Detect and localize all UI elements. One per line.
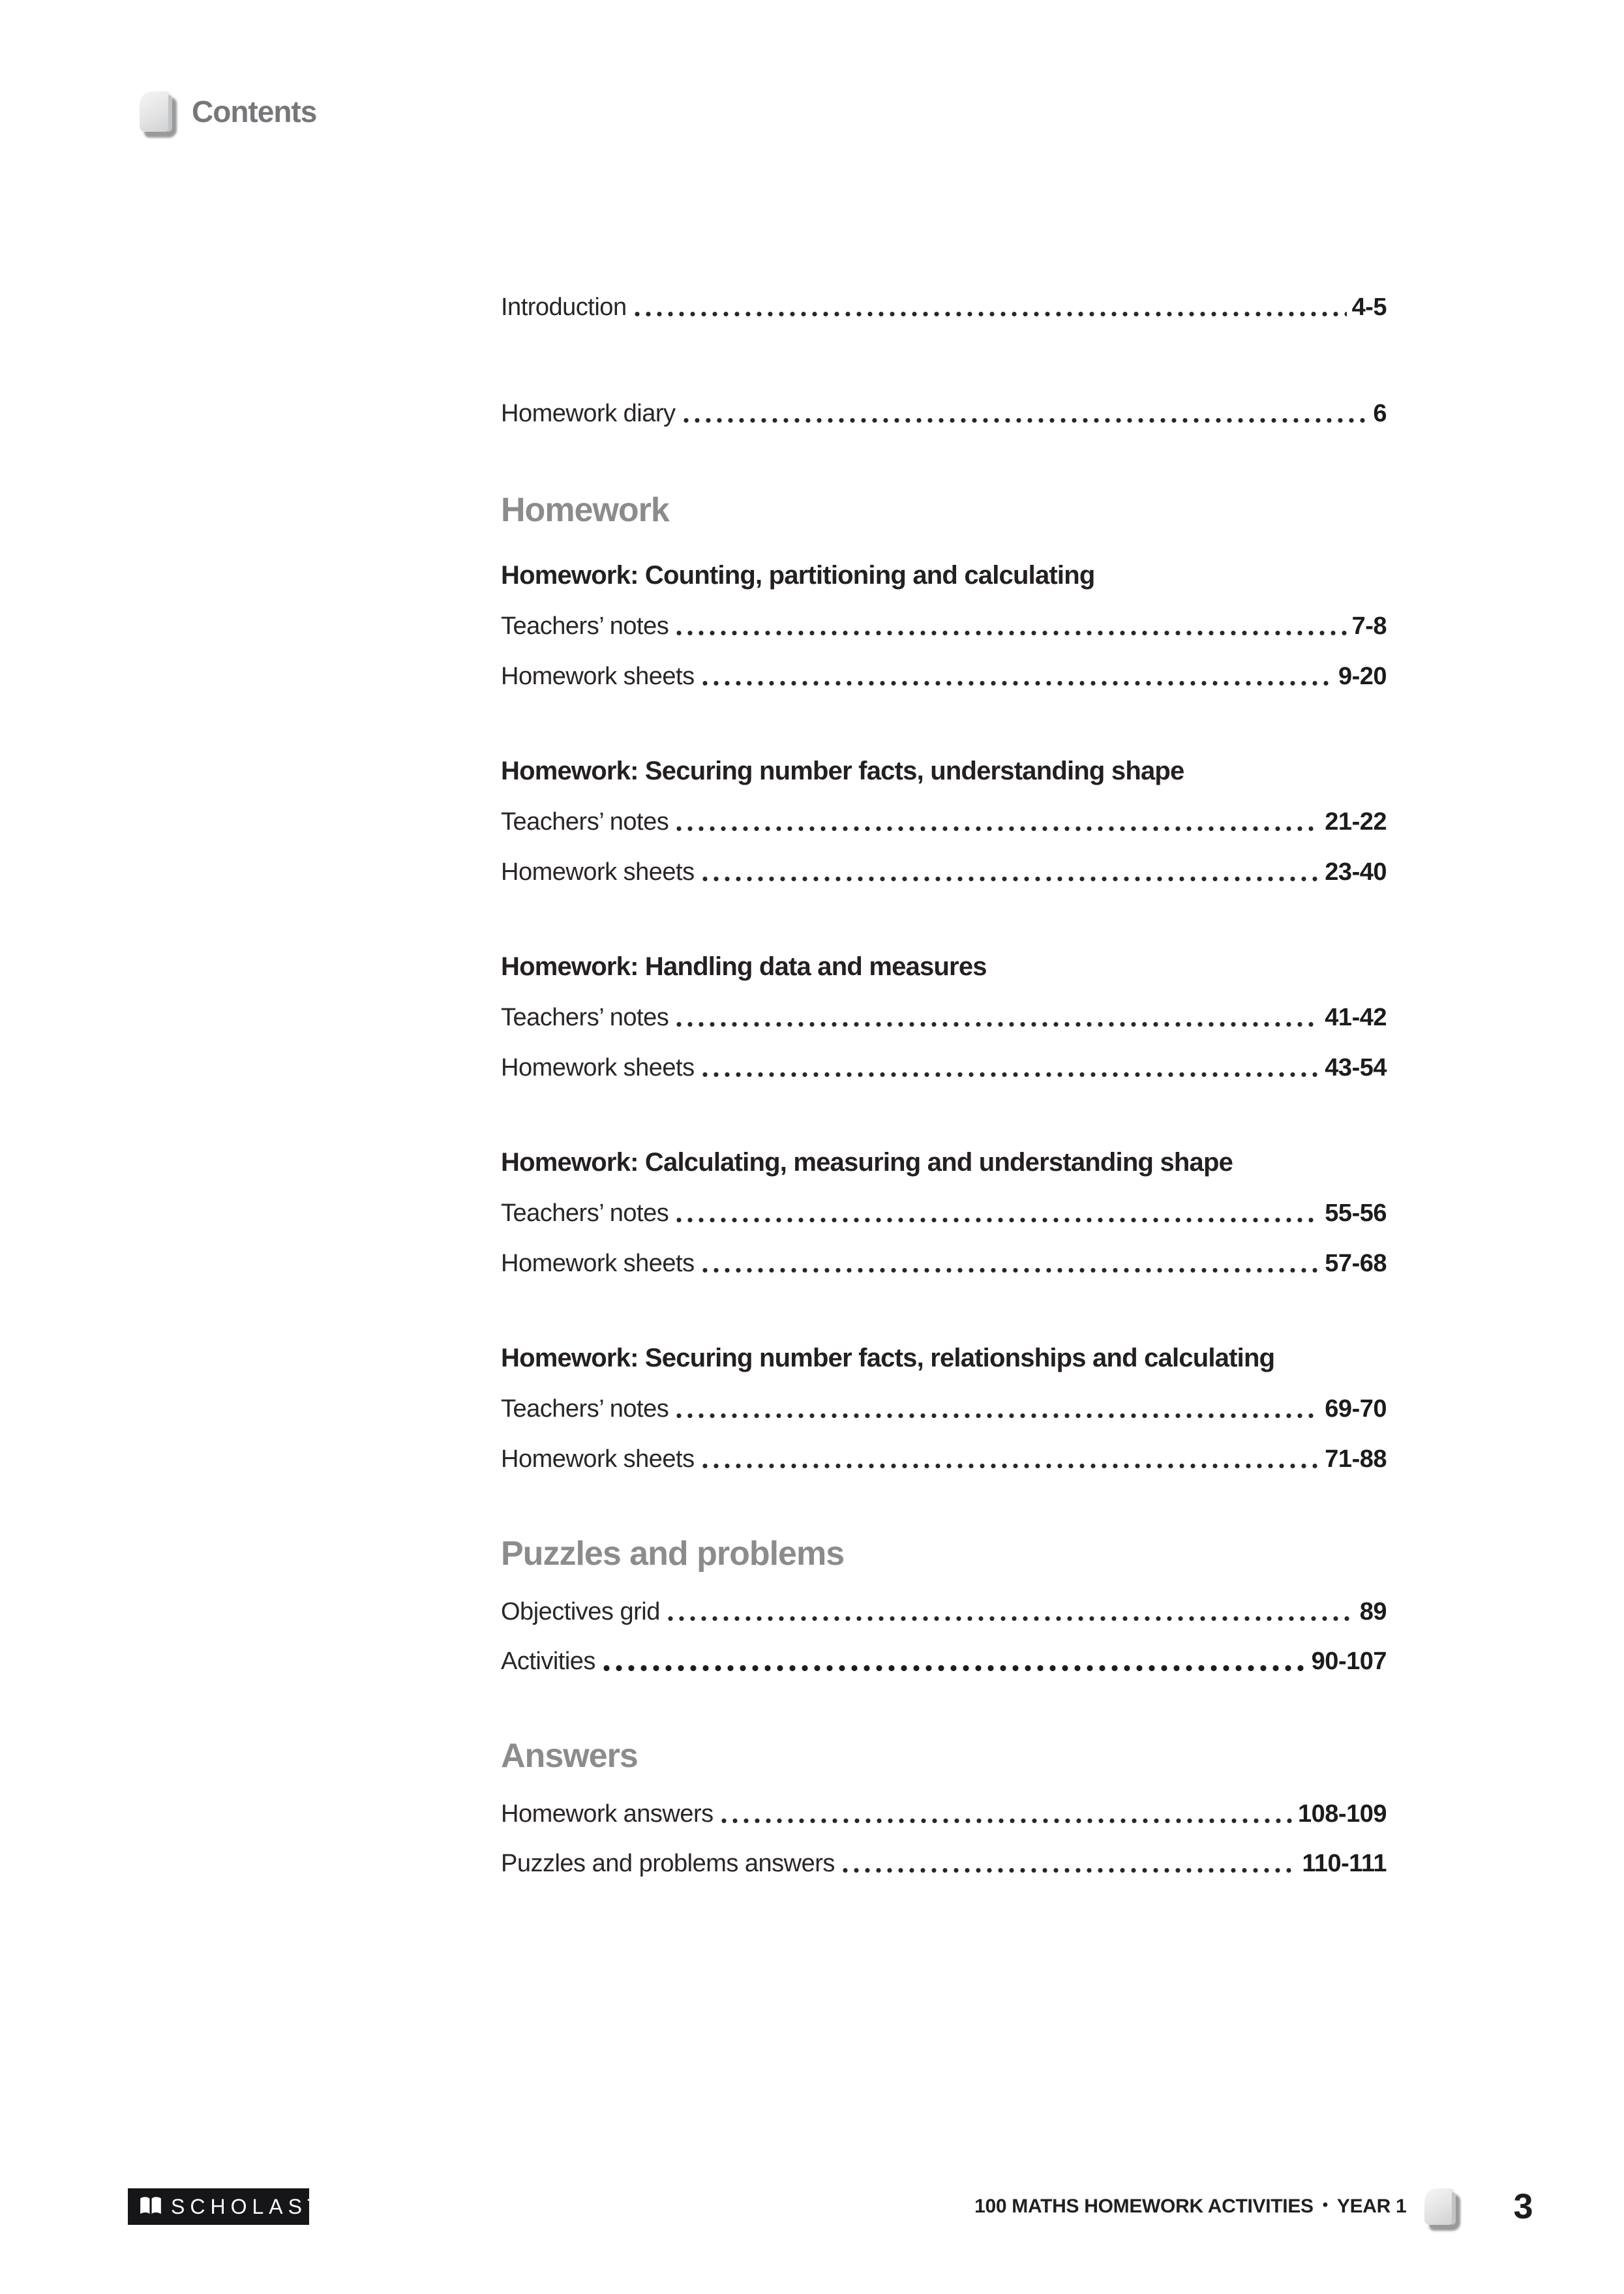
toc-entry-pages: 41-42 [1325,1004,1387,1031]
dot-leader [721,1818,1293,1824]
section-heading-homework: Homework [501,491,669,529]
dot-leader [684,417,1368,423]
footer-right [974,2186,1533,2227]
toc-entry-pages: 7-8 [1351,612,1387,640]
group-title: Homework: Calculating, measuring and understanding shape [501,1148,1233,1177]
section-heading-puzzles: Puzzles and problems [501,1535,845,1573]
section-heading-answers: Answers [501,1737,638,1775]
toc-entry-label: Introduction [501,294,627,321]
footer-book-title [974,2196,1406,2218]
table-of-contents [501,290,1387,1880]
toc-entry-label: Teachers’ notes [501,612,669,640]
toc-entry-label: Teachers’ notes [501,1200,669,1227]
toc-entry [501,1595,1387,1629]
toc-entry-pages: 69-70 [1325,1395,1387,1423]
group-title: Homework: Handling data and measures [501,952,987,981]
page-number: 3 [1513,2187,1533,2226]
dot-leader [702,876,1320,882]
toc-entry-pages: 6 [1373,400,1387,427]
toc-entry [501,1644,1387,1678]
toc-entry-label: Homework diary [501,400,676,427]
toc-entry-label: Teachers’ notes [501,808,669,836]
open-book-icon [138,2196,163,2217]
page-footer [128,2185,1533,2228]
toc-group [501,753,1387,889]
toc-entry [501,397,1387,430]
toc-group [501,558,1387,693]
toc-entry-pages: 110-111 [1302,1850,1387,1877]
toc-entry-label: Activities [501,1648,595,1675]
group-title: Homework: Securing number facts, understanding shape [501,757,1184,785]
toc-entry-label: Homework sheets [501,663,695,690]
group-title: Homework: Counting, partitioning and calculating [501,561,1095,590]
toc-entry [501,290,1387,324]
toc-entry [501,1001,1387,1034]
dot-leader [668,1616,1355,1622]
dot-leader [676,1217,1319,1223]
scholastic-logo [128,2188,357,2225]
toc-entry-pages: 43-54 [1325,1054,1387,1081]
toc-entry [501,659,1387,693]
dot-leader [702,1267,1320,1273]
dot-leader [702,1463,1320,1469]
toc-entry-pages: 90-107 [1311,1648,1387,1675]
dot-leader [676,630,1346,636]
toc-entry-pages: 4-5 [1351,294,1387,321]
toc-entry-pages: 9-20 [1338,663,1387,690]
dot-leader [603,1665,1306,1671]
toc-group [501,1340,1387,1476]
toc-entry-pages: 89 [1359,1598,1387,1625]
toc-entry-pages: 57-68 [1325,1250,1387,1277]
toc-entry [501,805,1387,839]
toc-entry-pages: 71-88 [1325,1445,1387,1473]
toc-entry-label: Homework sheets [501,1054,695,1081]
toc-entry [501,609,1387,643]
toc-entry-label: Teachers’ notes [501,1004,669,1031]
page-title: Contents [192,95,317,128]
toc-entry [501,1392,1387,1426]
toc-entry-pages: 55-56 [1325,1200,1387,1227]
toc-entry-label: Puzzles and problems answers [501,1850,835,1877]
toc-entry [501,1051,1387,1085]
toc-entry-label: Objectives grid [501,1598,660,1625]
book-icon [1424,2188,1456,2225]
toc-entry-label: Homework sheets [501,1445,695,1473]
dot-leader [843,1867,1297,1873]
toc-entry-label: Teachers’ notes [501,1395,669,1423]
toc-entry-pages: 108-109 [1298,1800,1387,1828]
toc-group [501,949,1387,1085]
dot-leader [635,311,1347,317]
toc-entry [501,1847,1387,1880]
publisher-name: SCHOLASTIC [171,2194,357,2218]
footer-series: 100 MATHS HOMEWORK ACTIVITIES [974,2196,1314,2217]
dot-leader [676,1413,1319,1419]
toc-entry-pages: 23-40 [1325,858,1387,886]
dot-leader [676,826,1319,832]
book-icon [140,91,172,132]
dot-leader [702,1072,1320,1078]
toc-entry-label: Homework sheets [501,1250,695,1277]
dot-leader [702,680,1333,686]
toc-entry [501,855,1387,889]
footer-year: YEAR 1 [1336,2196,1407,2217]
toc-entry-pages: 21-22 [1325,808,1387,836]
toc-entry [501,1797,1387,1831]
toc-entry [501,1442,1387,1476]
contents-header [140,91,316,132]
toc-group [501,1145,1387,1280]
toc-entry [501,1246,1387,1280]
toc-entry-label: Homework answers [501,1800,714,1828]
group-title: Homework: Securing number facts, relationships and calculating [501,1344,1275,1372]
dot-leader [676,1021,1319,1027]
toc-entry [501,1196,1387,1230]
footer-separator: • [1322,2196,1328,2214]
toc-entry-label: Homework sheets [501,858,695,886]
